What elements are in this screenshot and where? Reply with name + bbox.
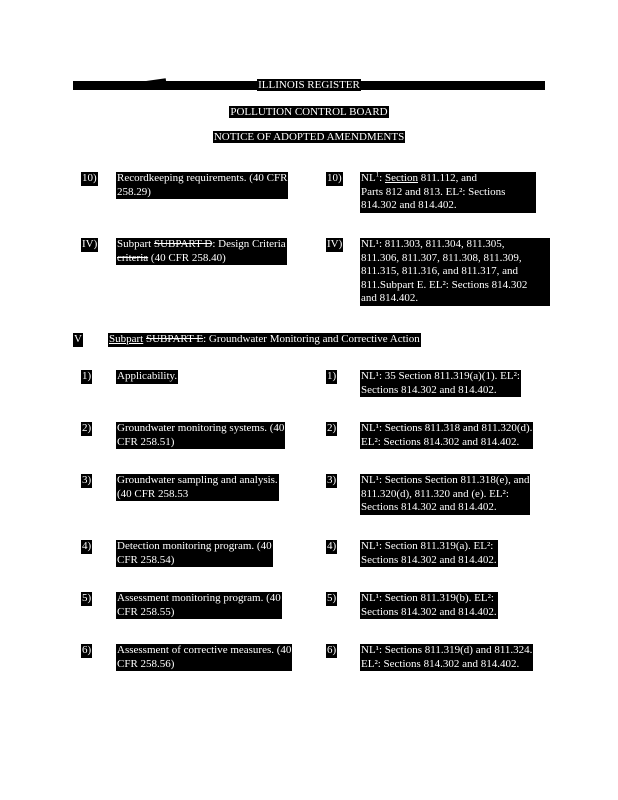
item-3-right-text xyxy=(360,474,530,515)
item-5-right-text xyxy=(360,592,498,619)
item-4-number-left: 4) xyxy=(82,540,92,552)
item-4-number-right: 4) xyxy=(327,540,337,552)
right-line: 811.Subpart E. EL²: Sections 814.302 xyxy=(361,278,528,291)
item-1-number-right: 1) xyxy=(327,370,337,382)
item-5-number-left: 5) xyxy=(82,592,92,604)
item-4-right-text xyxy=(360,540,498,567)
item-6-left-text xyxy=(116,644,292,671)
right-line: Sections 814.302 and 814.402. xyxy=(361,553,497,566)
left-line: (40 CFR 258.53 xyxy=(117,487,189,500)
left-line: CFR 258.55) xyxy=(117,605,175,618)
notice-title xyxy=(0,131,618,145)
left-line: Detection monitoring program. (40 xyxy=(117,540,272,552)
item-3-number-left: 3) xyxy=(82,474,92,486)
right-line: NL¹: Section 811.319(a). EL²: xyxy=(361,540,494,552)
item-5-left-text xyxy=(116,592,282,619)
right-line: Sections 814.302 and 814.402. xyxy=(361,383,497,396)
right-line: $NL^1$: Section 811.112, and xyxy=(361,170,478,184)
left-line: Subpart SUBPART D: Design Criteria xyxy=(117,238,286,250)
item-5-number-right: 5) xyxy=(327,592,337,604)
right-line: NL¹: 35 Section 811.319(a)(1). EL²: xyxy=(361,370,520,382)
item-iv-left-text xyxy=(116,238,287,265)
item-2-number-left: 2) xyxy=(82,422,92,434)
right-line: EL²: Sections 814.302 and 814.402. xyxy=(361,657,520,670)
item-iv-number-left: IV) xyxy=(82,238,98,250)
item-4-left-text xyxy=(116,540,273,567)
item-3-number-right: 3) xyxy=(327,474,337,486)
right-line: NL¹: 811.303, 811.304, 811.305, xyxy=(361,238,505,250)
left-line: Recordkeeping requirements. (40 CFR xyxy=(117,172,288,184)
item-iv-right-text xyxy=(360,238,550,306)
item-10-number-right: 10) xyxy=(327,172,342,184)
right-line: 811.306, 811.307, 811.308, 811.309, xyxy=(361,251,522,264)
right-line: 811.315, 811.316, and 811.317, and xyxy=(361,265,519,278)
left-line: Groundwater monitoring systems. (40 xyxy=(117,422,285,434)
right-line: Parts 812 and 813. EL²: Sections xyxy=(361,185,506,198)
item-10-left-text xyxy=(116,172,288,199)
section-v-number: V xyxy=(74,333,82,345)
item-6-number-right: 6) xyxy=(327,644,337,656)
section-v-title: Subpart SUBPART E: Groundwater Monitoring and Corrective Action xyxy=(109,333,420,345)
item-2-number-right: 2) xyxy=(327,422,337,434)
left-line: Groundwater sampling and analysis. xyxy=(117,474,278,486)
right-line: NL¹: Sections Section 811.318(e), and xyxy=(361,474,530,486)
left-line: Applicability. xyxy=(117,370,178,382)
notice-title-text: NOTICE OF ADOPTED AMENDMENTS xyxy=(213,131,405,143)
item-10-right-text xyxy=(360,172,536,213)
right-line: NL¹: Sections 811.319(d) and 811.324. xyxy=(361,644,533,656)
item-1-right-text xyxy=(360,370,521,397)
item-6-number-left: 6) xyxy=(82,644,92,656)
right-line: NL¹: Section 811.319(b). EL²: xyxy=(361,592,494,604)
right-line: Sections 814.302 and 814.402. xyxy=(361,501,497,514)
item-2-right-text xyxy=(360,422,533,449)
item-2-left-text xyxy=(116,422,285,449)
item-1-left-text xyxy=(116,370,178,384)
left-line: CFR 258.54) xyxy=(117,553,175,566)
item-iv-number-right: IV) xyxy=(327,238,343,250)
right-line: and 814.402. xyxy=(361,292,419,305)
right-line: Sections 814.302 and 814.402. xyxy=(361,605,497,618)
left-line: 258.29) xyxy=(117,185,151,198)
left-line: Assessment of corrective measures. (40 xyxy=(117,644,292,656)
right-line: 814.302 and 814.402. xyxy=(361,199,457,212)
left-line: CFR 258.56) xyxy=(117,657,175,670)
register-title-text: ILLINOIS REGISTER xyxy=(258,79,360,91)
right-line: NL¹: Sections 811.318 and 811.320(d). xyxy=(361,422,533,434)
item-6-right-text xyxy=(360,644,533,671)
left-line: Assessment monitoring program. (40 xyxy=(117,592,281,604)
item-3-left-text xyxy=(116,474,279,501)
left-line: CFR 258.51) xyxy=(117,435,175,448)
right-line: EL²: Sections 814.302 and 814.402. xyxy=(361,435,520,448)
left-line: criteria (40 CFR 258.40) xyxy=(117,251,226,264)
item-1-number-left: 1) xyxy=(82,370,92,382)
board-title xyxy=(0,106,618,120)
board-title-text: POLLUTION CONTROL BOARD xyxy=(230,106,388,118)
right-line: 811.320(d), 811.320 and (e). EL²: xyxy=(361,487,509,500)
item-10-number-left: 10) xyxy=(82,172,97,184)
register-title xyxy=(0,79,618,93)
